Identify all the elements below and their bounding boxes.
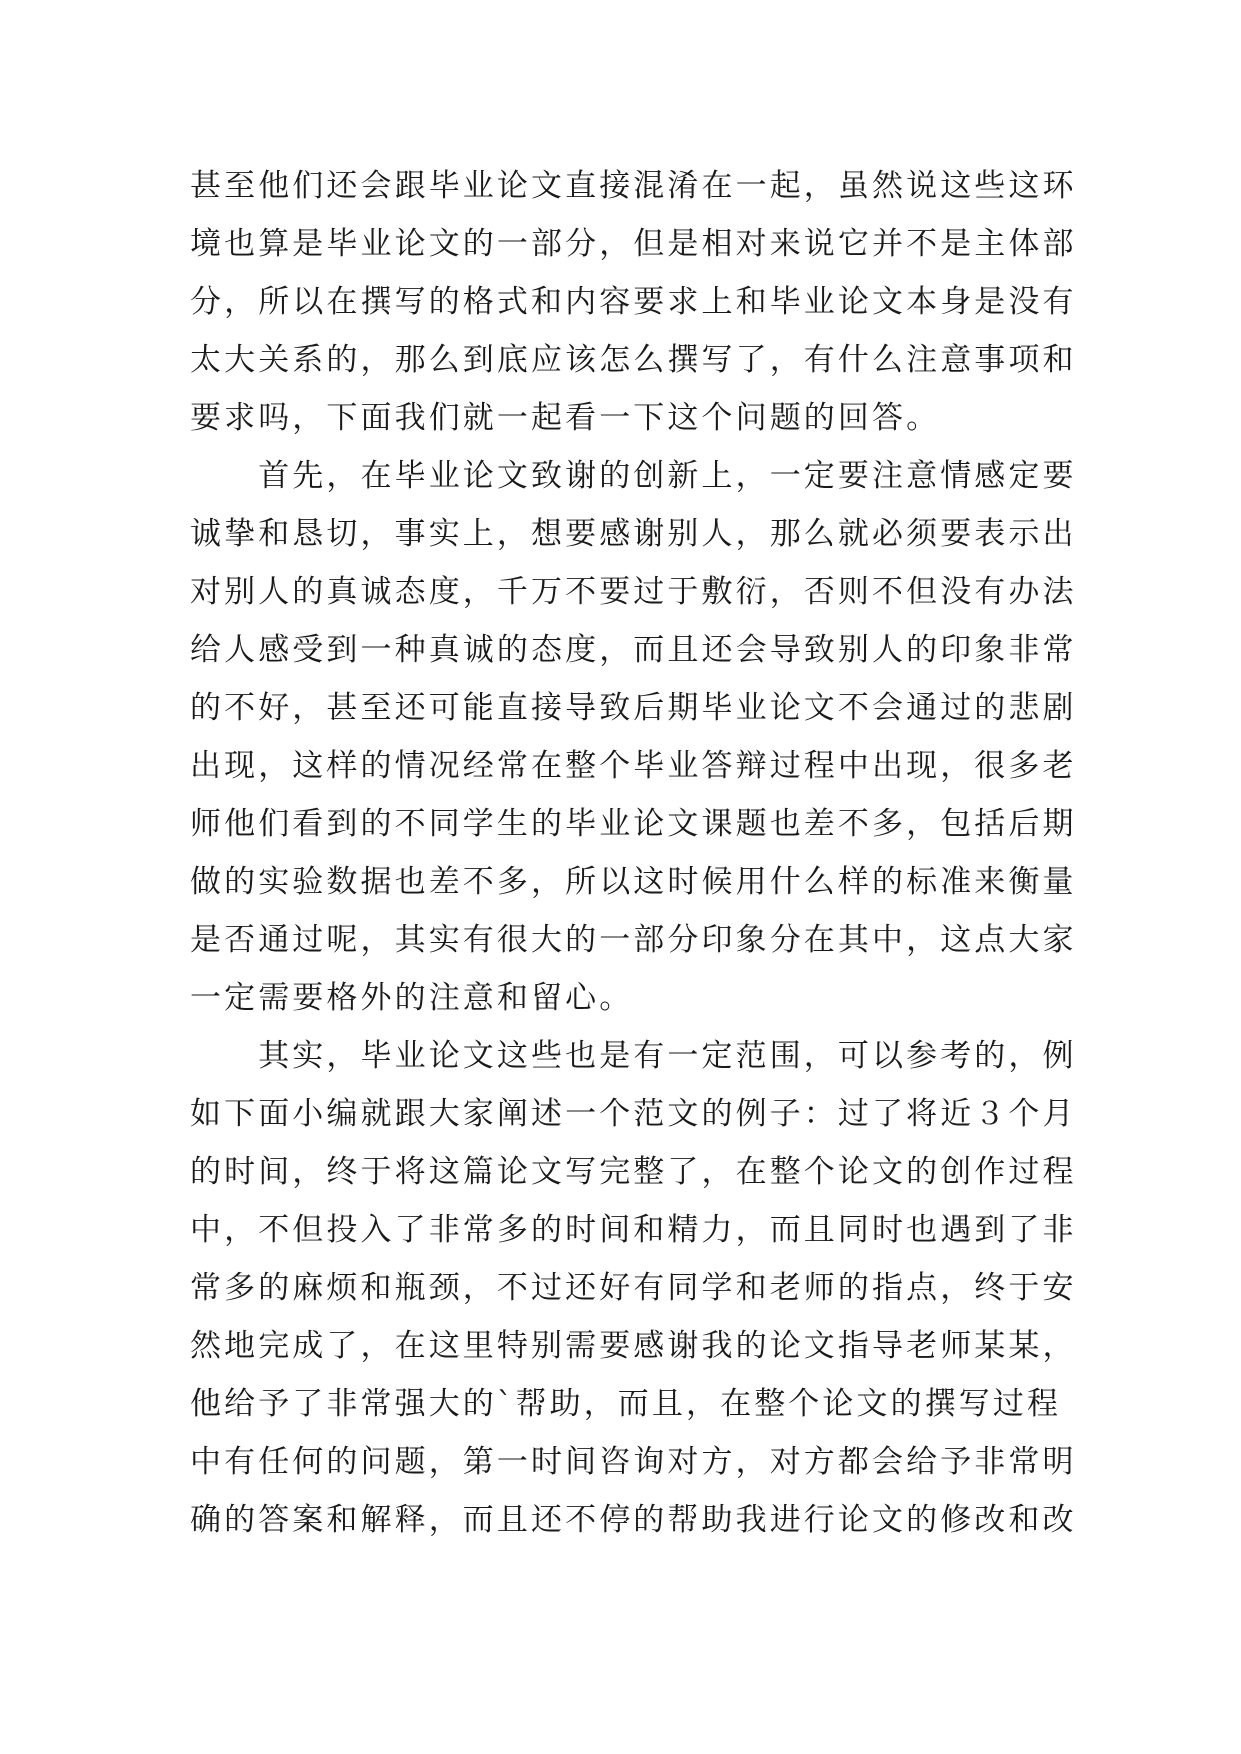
text-line: 师他们看到的不同学生的毕业论文课题也差不多，包括后期 [190,806,1077,842]
text-line: 中，不但投入了非常多的时间和精力，而且同时也遇到了非 [190,1212,1077,1248]
text-line: 中有任何的问题，第一时间咨询对方，对方都会给予非常明 [190,1444,1077,1480]
text-line: 常多的麻烦和瓶颈，不过还好有同学和老师的指点，终于安 [190,1270,1077,1306]
text-line: 要求吗，下面我们就一起看一下这个问题的回答。 [190,400,941,436]
text-line: 的不好，甚至还可能直接导致后期毕业论文不会通过的悲剧 [190,690,1077,726]
text-line: 甚至他们还会跟毕业论文直接混淆在一起，虽然说这些这环 [190,168,1077,204]
text-line: 然地完成了，在这里特别需要感谢我的论文指导老师某某， [190,1328,1077,1364]
text-line: 境也算是毕业论文的一部分，但是相对来说它并不是主体部 [190,226,1077,262]
text-line: 是否通过呢，其实有很大的一部分印象分在其中，这点大家 [190,922,1077,958]
text-line: 对别人的真诚态度，千万不要过于敷衍，否则不但没有办法 [190,574,1077,610]
text-line: 做的实验数据也差不多，所以这时候用什么样的标准来衡量 [190,864,1077,900]
text-line: 首先，在毕业论文致谢的创新上，一定要注意情感定要 [190,458,1077,494]
body-text [190,157,1077,1549]
text-line: 他给予了非常强大的`帮助，而且，在整个论文的撰写过程 [190,1386,1062,1422]
text-line: 给人感受到一种真诚的态度，而且还会导致别人的印象非常 [190,632,1077,668]
text-line: 如下面小编就跟大家阐述一个范文的例子：过了将近３个月 [190,1096,1077,1132]
text-line: 太大关系的，那么到底应该怎么撰写了，有什么注意事项和 [190,342,1077,378]
text-line: 诚挚和恳切，事实上，想要感谢别人，那么就必须要表示出 [190,516,1077,552]
text-line: 其实，毕业论文这些也是有一定范围，可以参考的，例 [190,1038,1077,1074]
text-line: 出现，这样的情况经常在整个毕业答辩过程中出现，很多老 [190,748,1077,784]
text-line: 分，所以在撰写的格式和内容要求上和毕业论文本身是没有 [190,284,1077,320]
text-line: 的时间，终于将这篇论文写完整了，在整个论文的创作过程 [190,1154,1077,1190]
text-line: 一定需要格外的注意和留心。 [190,980,634,1016]
text-line: 确的答案和解释，而且还不停的帮助我进行论文的修改和改 [190,1502,1077,1538]
